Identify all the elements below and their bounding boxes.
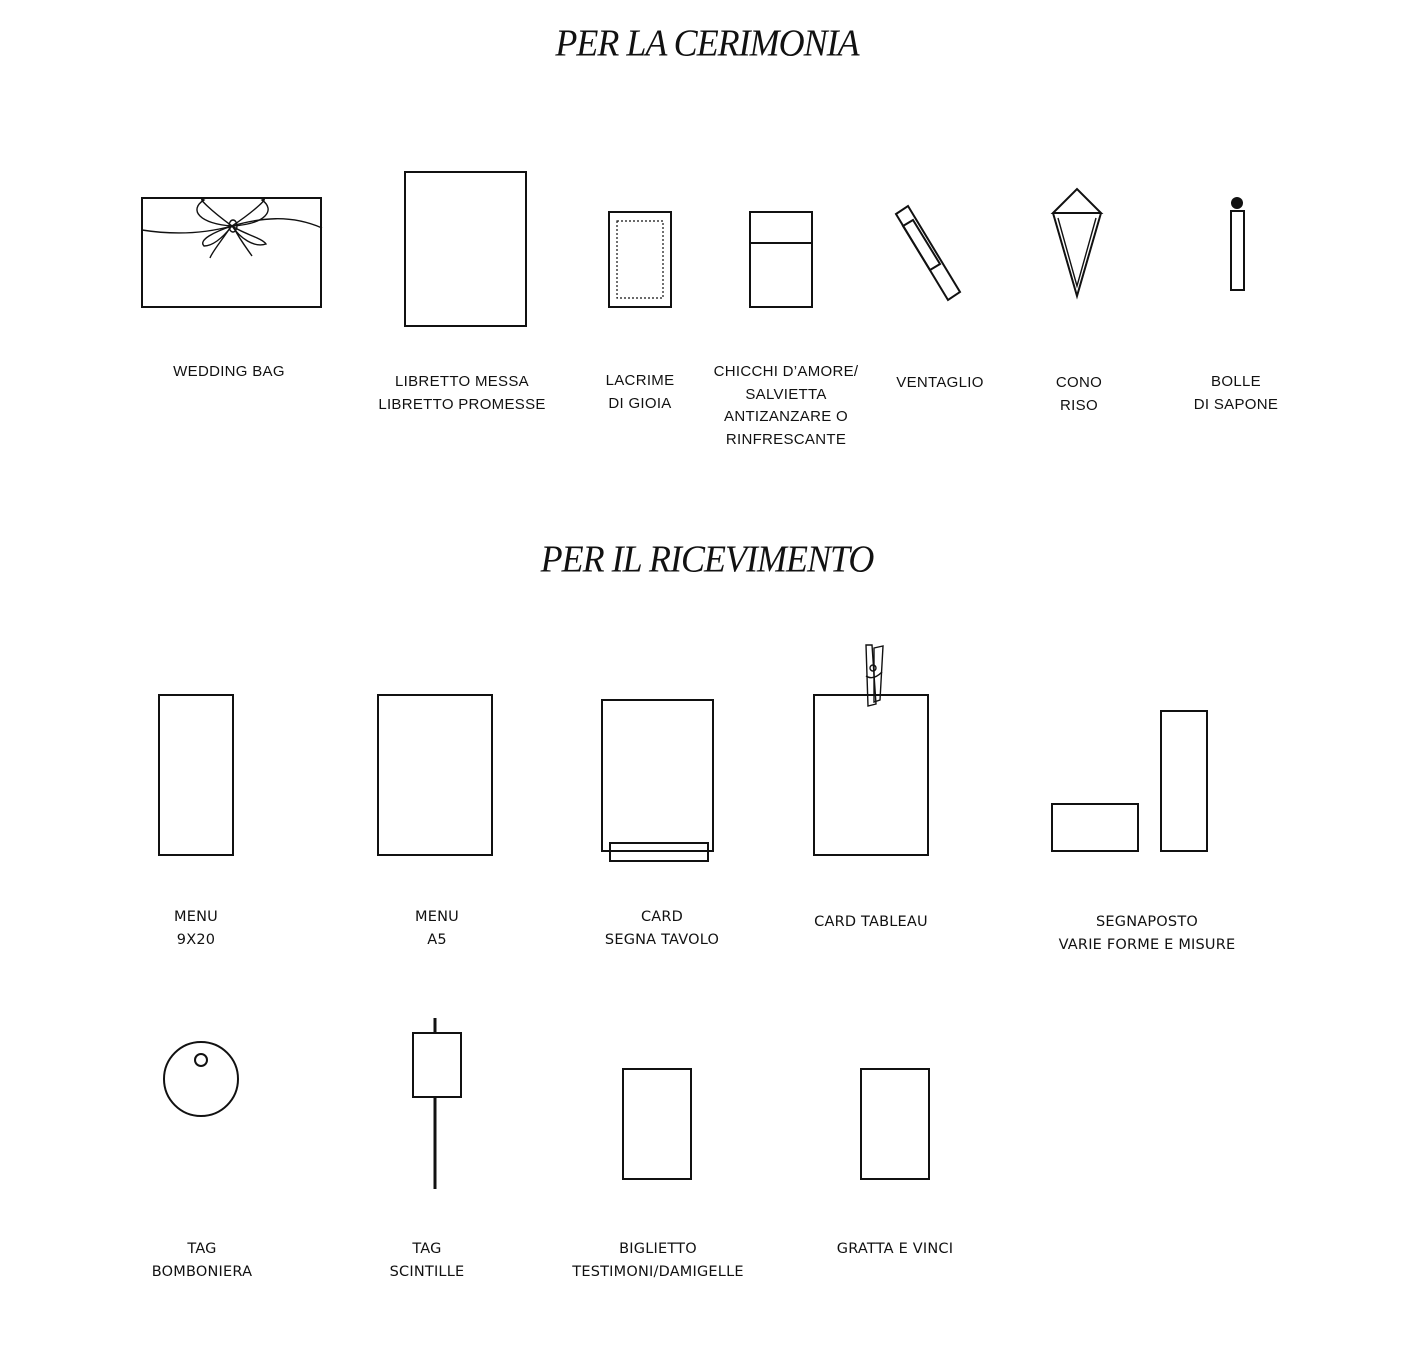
sparkler-tag-icon xyxy=(413,1018,461,1189)
scratch-card-icon xyxy=(861,1069,929,1179)
label-libretto xyxy=(378,371,545,416)
booklet-icon xyxy=(405,172,526,326)
label-chicchi xyxy=(714,361,859,451)
label-tag-bomboniera xyxy=(152,1238,252,1283)
tissue-pack-icon xyxy=(609,212,671,307)
label-tag-scintille xyxy=(390,1238,465,1283)
label-card-tableau xyxy=(814,911,928,934)
small-card-icon xyxy=(623,1069,691,1179)
table-sign-card-icon xyxy=(602,700,713,861)
label-line: DI SAPONE xyxy=(1193,395,1279,413)
label-line: TESTIMONI/DAMIGELLE xyxy=(572,1263,744,1280)
label-bolle xyxy=(1194,371,1278,416)
label-line: LIBRETTO MESSA xyxy=(395,373,529,390)
label-line: GRATTA E VINCI xyxy=(836,1241,954,1257)
label-ventaglio xyxy=(896,372,983,395)
label-menu-9x20 xyxy=(174,906,218,951)
label-line: CONO xyxy=(1055,374,1103,391)
rice-cone-icon xyxy=(1053,189,1101,296)
label-line: 9X20 xyxy=(176,931,216,948)
label-line: VARIE FORME E MISURE xyxy=(1058,936,1236,953)
label-wedding-bag xyxy=(173,361,285,384)
label-line: VENTAGLIO xyxy=(896,374,984,391)
bubble-wand-icon xyxy=(1231,197,1244,290)
label-line: SALVIETTA xyxy=(745,385,827,403)
ceremony-section-title: PER LA CERIMONIA xyxy=(555,22,859,64)
label-line: BOLLE xyxy=(1211,373,1261,390)
label-line: BOMBONIERA xyxy=(151,1263,253,1280)
clothespin-card-icon xyxy=(814,645,928,855)
label-line: A5 xyxy=(427,931,447,948)
label-line: SEGNA TAVOLO xyxy=(604,931,720,948)
label-menu-a5 xyxy=(415,906,459,951)
label-line: ANTIZANZARE O xyxy=(724,408,848,425)
label-line: RINFRESCANTE xyxy=(725,430,847,448)
label-line: WEDDING BAG xyxy=(173,363,285,380)
fan-icon xyxy=(896,206,960,300)
label-line: SEGNAPOSTO xyxy=(1095,914,1198,930)
gift-bag-with-bow-icon xyxy=(142,198,322,307)
round-tag-icon xyxy=(164,1042,238,1116)
label-line: TAG xyxy=(412,1241,442,1257)
label-line: LIBRETTO PROMESSE xyxy=(378,395,546,413)
label-line: MENU xyxy=(415,909,459,925)
label-line: RISO xyxy=(1060,396,1098,414)
label-line: DI GIOIA xyxy=(608,394,672,412)
sachet-icon xyxy=(750,212,812,307)
label-biglietto xyxy=(572,1238,743,1283)
label-cono-riso xyxy=(1056,372,1102,417)
label-line: CARD xyxy=(640,909,684,925)
label-lacrime xyxy=(606,370,675,415)
label-line: MENU xyxy=(174,909,218,925)
label-gratta-e-vinci xyxy=(837,1238,953,1261)
a5-menu-card-icon xyxy=(378,695,492,855)
place-cards-icon xyxy=(1052,711,1207,851)
label-line: CHICCHI D’AMORE/ xyxy=(713,363,859,380)
label-line: CARD TABLEAU xyxy=(814,914,928,930)
label-line: TAG xyxy=(187,1241,217,1257)
label-card-segna-tavolo xyxy=(605,906,719,951)
label-line: LACRIME xyxy=(605,372,675,389)
reception-section-title: PER IL RICEVIMENTO xyxy=(540,538,874,580)
tall-menu-card-icon xyxy=(159,695,233,855)
label-line: BIGLIETTO xyxy=(619,1241,697,1257)
label-line: SCINTILLE xyxy=(389,1263,465,1280)
label-segnaposto xyxy=(1059,911,1236,956)
